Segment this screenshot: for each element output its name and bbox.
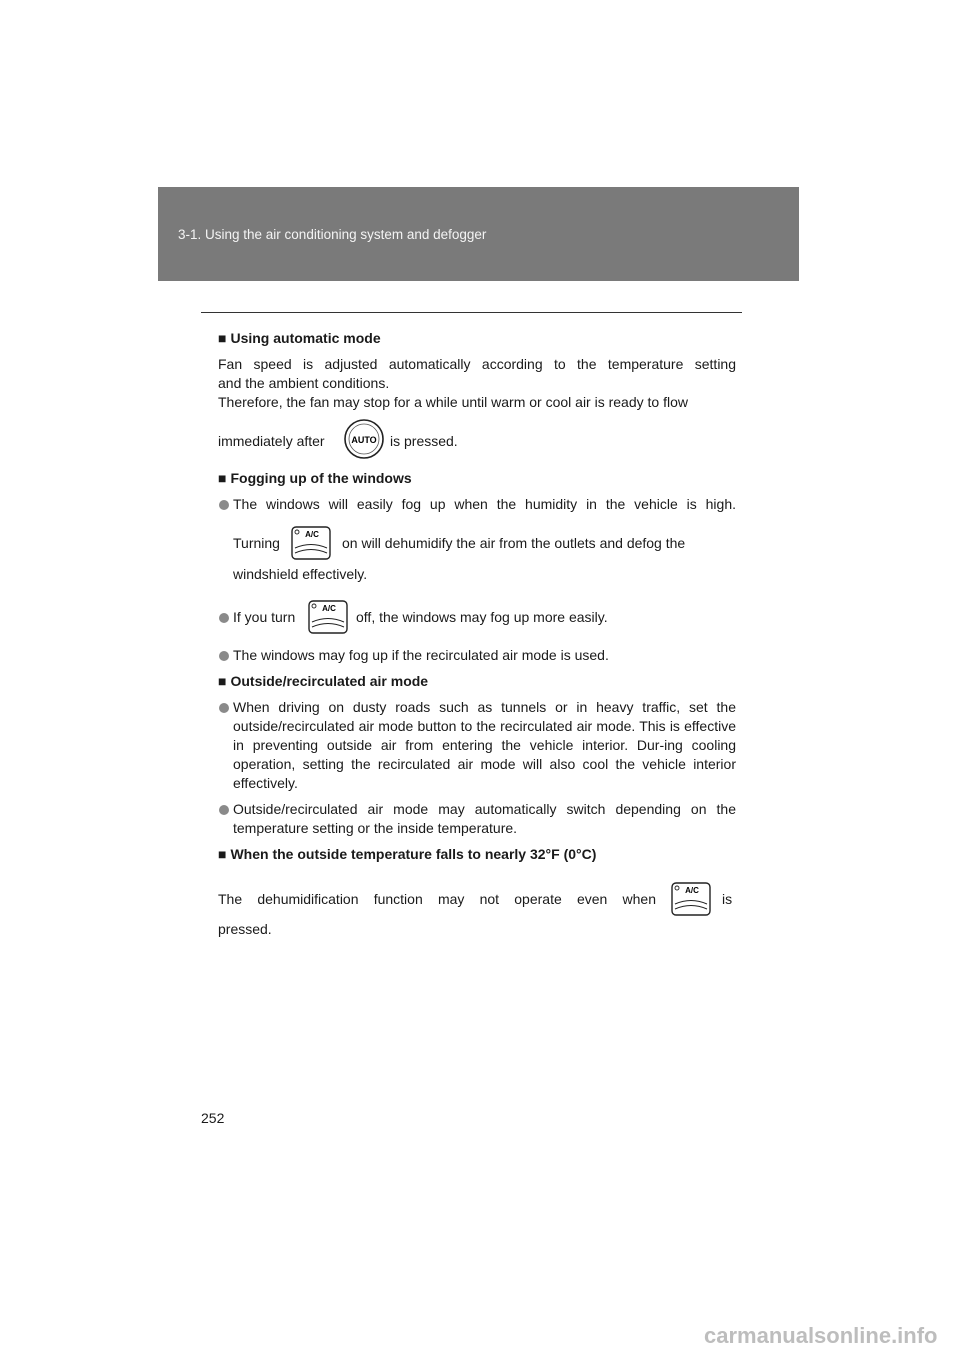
heading-text: Fogging up of the windows	[230, 470, 412, 486]
square-bullet-icon: ■	[218, 673, 227, 689]
heading-recirculated	[218, 673, 428, 689]
auto-line-1: Fan speed is adjusted automatically according to the temperature setting	[218, 356, 736, 372]
heading-fogging	[218, 470, 412, 486]
heading-automatic-mode	[218, 330, 381, 346]
fog-b1-line-1: The windows will easily fog up when the humidity in the vehicle is high.	[233, 496, 736, 512]
auto-line-4b: is pressed.	[390, 433, 458, 449]
bullet-dot-icon	[219, 613, 229, 623]
bullet-dot-icon	[219, 500, 229, 510]
ac-button-icon	[671, 882, 711, 916]
page-number: 252	[201, 1110, 225, 1126]
cold-line-1b: is	[722, 891, 733, 907]
bullet-dot-icon	[219, 805, 229, 815]
fog-b3: The windows may fog up if the recirculated air mode is used.	[233, 647, 609, 663]
auto-line-4a: immediately after	[218, 433, 325, 449]
auto-button-icon	[343, 418, 385, 460]
bullet-dot-icon	[219, 651, 229, 661]
auto-line-2: and the ambient conditions.	[218, 375, 390, 391]
ac-icon-label: A/C	[685, 886, 699, 895]
square-bullet-icon: ■	[218, 330, 227, 346]
square-bullet-icon: ■	[218, 846, 227, 862]
heading-text: When the outside temperature falls to nearly 32°F (0°C)	[230, 846, 597, 862]
recirc-b2: Outside/recirculated air mode may automatically switch depending on the temperature setting or the inside temperature.	[233, 801, 736, 836]
fog-b2a: If you turn	[233, 609, 296, 625]
bullet-dot-icon	[219, 703, 229, 713]
square-bullet-icon: ■	[218, 470, 227, 486]
recirc-b1: When driving on dusty roads such as tunnels or in heavy traffic, set the outside/recirculated air mode button to the recirculated air mode. This is effective in preventing outside air from entering the vehicle interior. Dur-ing cooling operation, setting the recirculated air mode will also cool the vehicle interior effectively.	[233, 699, 736, 791]
cold-line-1a: The dehumidification function may not operate even when	[218, 891, 656, 907]
fog-b1-line-2b: on will dehumidify the air from the outlets and defog the	[342, 535, 686, 551]
auto-line-3: Therefore, the fan may stop for a while until warm or cool air is ready to flow	[218, 394, 688, 410]
fog-b1-line-3: windshield effectively.	[233, 566, 368, 582]
ac-icon-label: A/C	[305, 530, 319, 539]
cold-line-2: pressed.	[218, 921, 272, 937]
heading-text: Outside/recirculated air mode	[230, 673, 429, 689]
section-title: 3-1. Using the air conditioning system and defogger	[178, 227, 487, 242]
ac-icon-label: A/C	[322, 604, 336, 613]
ac-button-icon	[308, 600, 348, 634]
heading-cold	[218, 846, 596, 862]
auto-icon-label: AUTO	[351, 435, 377, 445]
fog-b2b: off, the windows may fog up more easily.	[356, 609, 608, 625]
site-watermark: carmanualsonline.info	[704, 1323, 938, 1348]
fog-b1-line-2a: Turning	[233, 535, 280, 551]
ac-button-icon	[291, 526, 331, 560]
heading-text: Using automatic mode	[230, 330, 381, 346]
